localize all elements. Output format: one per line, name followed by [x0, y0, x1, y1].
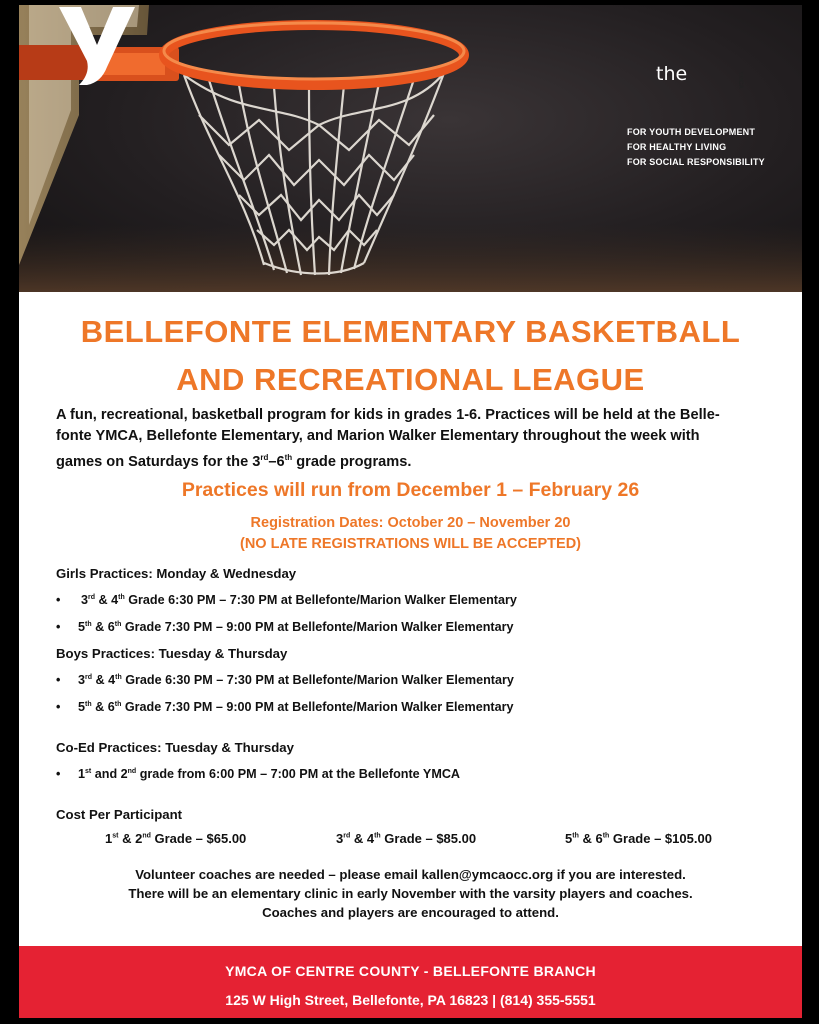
tagline-line: FOR HEALTHY LIVING — [627, 142, 727, 152]
title-line-2: AND RECREATIONAL LEAGUE — [176, 362, 645, 397]
list-item: • 1st and 2nd grade from 6:00 PM – 7:00 PM at the Bellefonte YMCA — [56, 767, 461, 781]
logo-ymca-vertical-text: YMCA — [736, 71, 743, 89]
boys-practices-heading: Boys Practices: Tuesday & Thursday — [56, 646, 288, 661]
cost-item: 5th & 6th Grade – $105.00 — [565, 831, 712, 846]
flyer-page — [19, 5, 802, 1018]
tagline-line: FOR SOCIAL RESPONSIBILITY — [627, 157, 765, 167]
volunteer-line: There will be an elementary clinic in early November with the varsity players and coaches. — [128, 886, 693, 901]
late-registration-notice: (NO LATE REGISTRATIONS WILL BE ACCEPTED) — [239, 536, 581, 552]
bullet-icon: • — [56, 620, 61, 634]
list-item: • 3rd & 4th Grade 6:30 PM – 7:30 PM at Bellefonte/Marion Walker Elementary — [56, 673, 514, 687]
volunteer-line: Volunteer coaches are needed – please email kallen@ymcaocc.org if you are interested. — [135, 867, 686, 882]
list-item: • 5th & 6th Grade 7:30 PM – 9:00 PM at Bellefonte/Marion Walker Elementary — [56, 620, 514, 634]
tagline-line: FOR YOUTH DEVELOPMENT — [627, 127, 756, 137]
girls-practices-heading: Girls Practices: Monday & Wednesday — [56, 566, 297, 581]
registration-dates: Registration Dates: October 20 – November 20 — [250, 515, 571, 531]
footer-banner — [19, 946, 802, 1018]
coed-practices-heading: Co-Ed Practices: Tuesday & Thursday — [56, 740, 294, 755]
practices-run-dates: Practices will run from December 1 – February 26 — [181, 479, 640, 501]
registration-info — [19, 513, 802, 555]
intro-line: fonte YMCA, Bellefonte Elementary, and Marion Walker Elementary throughout the week with — [56, 428, 700, 444]
page-title — [19, 308, 802, 404]
list-item: • 3rd & 4th Grade 6:30 PM – 7:30 PM at Bellefonte/Marion Walker Elementary — [56, 593, 517, 607]
bullet-icon: • — [56, 700, 61, 714]
logo-tagline — [627, 125, 765, 170]
cost-heading: Cost Per Participant — [56, 807, 183, 822]
volunteer-notice — [19, 865, 802, 922]
cost-item: 1st & 2nd Grade – $65.00 — [105, 831, 247, 846]
title-line-1: BELLEFONTE ELEMENTARY BASKETBALL — [80, 314, 741, 349]
bullet-icon: • — [56, 593, 61, 607]
intro-paragraph — [56, 405, 772, 473]
bullet-icon: • — [56, 767, 61, 781]
list-item: • 5th & 6th Grade 7:30 PM – 9:00 PM at Bellefonte/Marion Walker Elementary — [56, 700, 514, 714]
volunteer-line: Coaches and players are encouraged to attend. — [262, 905, 559, 920]
intro-line: A fun, recreational, basketball program for kids in grades 1-6. Practices will be held at the Belle- — [56, 407, 720, 423]
footer-branch-name: YMCA OF CENTRE COUNTY - BELLEFONTE BRANCH — [225, 963, 596, 979]
hero-basketball-image — [19, 5, 802, 292]
ymca-logo-icon — [19, 5, 159, 105]
bullet-icon: • — [56, 673, 61, 687]
intro-line: games on Saturdays for the 3rd–6th grade programs. — [56, 453, 412, 470]
cost-item: 3rd & 4th Grade – $85.00 — [336, 831, 477, 846]
logo-the-text: the — [656, 63, 688, 85]
footer-address: 125 W High Street, Bellefonte, PA 16823 | (814) 355-5551 — [225, 992, 596, 1008]
